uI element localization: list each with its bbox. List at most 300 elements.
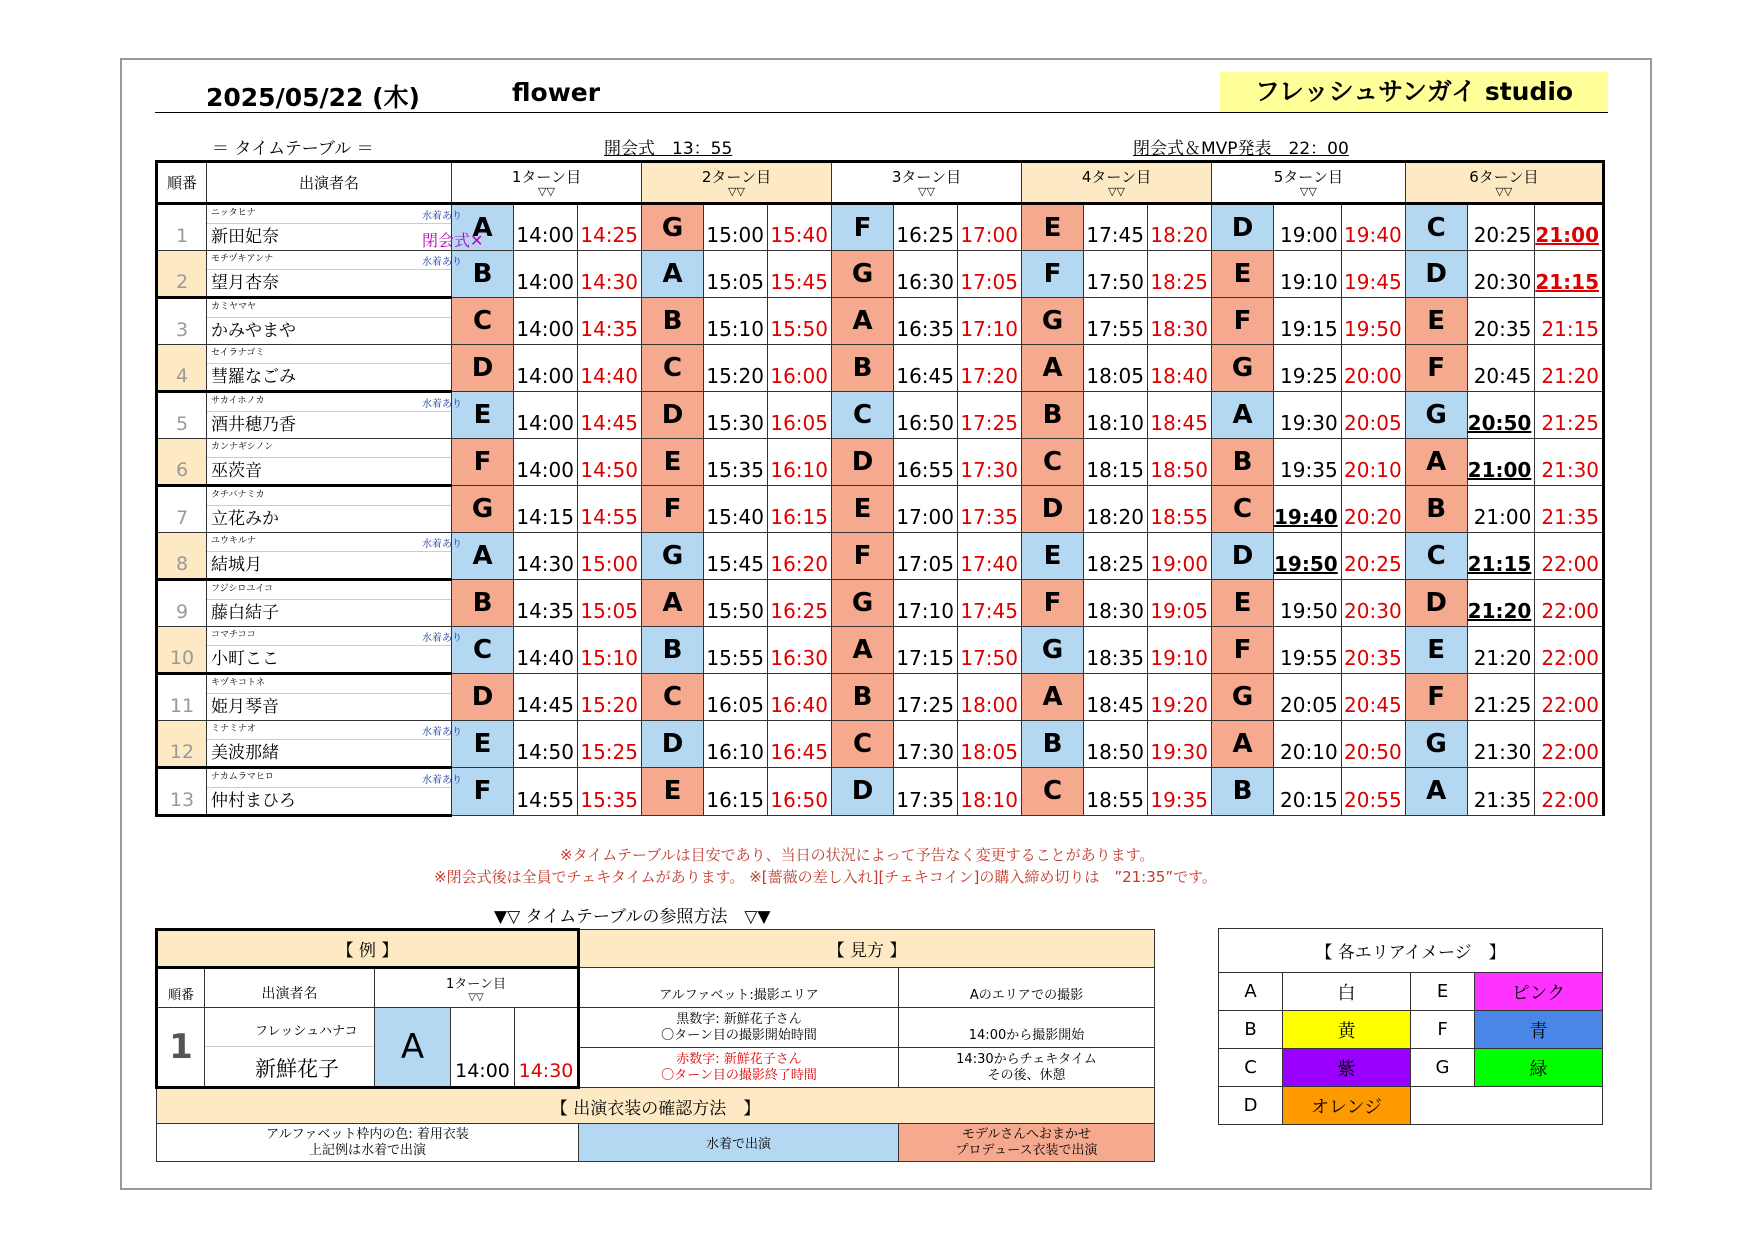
end-time: 19:45 [1341,251,1405,298]
row-seq: 6 [157,439,207,486]
start-time: 16:30 [894,251,958,298]
area-cell: A [832,298,894,345]
performer-name: 美波那緒 [211,743,279,763]
area-cell: A [1405,768,1467,816]
end-time: 19:30 [1148,721,1212,768]
example-start: 14:00 [451,1008,515,1088]
example-name: 新鮮花子 [255,1057,339,1081]
turn-arrows: ▽▽ [918,184,935,198]
end-time: 17:00 [958,204,1022,251]
end-time: 15:10 [578,627,642,674]
area-cell: E [1022,204,1084,251]
end-time: 18:05 [958,721,1022,768]
start-time: 16:50 [894,392,958,439]
performer-cell [207,721,462,768]
area-cell: F [642,486,704,533]
turn-arrows: ▽▽ [1495,184,1513,198]
row-seq: 1 [157,204,207,251]
area-cell: G [1212,674,1274,721]
performer-kana: サカイホノカ [207,393,451,412]
view-black-2: 〇ターン目の撮影開始時間 [661,1027,817,1043]
performer-cell [207,768,462,816]
area-cell: E [642,439,704,486]
area-cell: E [1405,298,1467,345]
end-time: 15:50 [768,298,832,345]
end-time: 14:25 [578,204,642,251]
start-time: 16:25 [894,204,958,251]
area-cell: D [1405,580,1467,627]
end-time: 20:25 [1341,533,1405,580]
start-time: 14:35 [514,580,578,627]
row-seq: 10 [157,627,207,674]
start-time: 19:30 [1274,392,1342,439]
area-cell: G [1212,345,1274,392]
end-time: 17:30 [958,439,1022,486]
start-time: 18:15 [1084,439,1148,486]
header-divider [155,112,1608,113]
area-cell: D [452,674,514,721]
area-cell: E [1212,580,1274,627]
start-time: 21:20 [1467,580,1535,627]
area-cell: D [832,768,894,816]
end-time: 20:50 [1341,721,1405,768]
end-time: 22:00 [1535,580,1604,627]
area-legend [1218,928,1603,1125]
costume-produce [899,1124,1155,1162]
start-time: 20:05 [1274,674,1342,721]
start-time: 19:15 [1274,298,1342,345]
start-time: 18:10 [1084,392,1148,439]
end-time: 21:15 [1535,251,1604,298]
start-time: 17:05 [894,533,958,580]
end-time: 19:00 [1148,533,1212,580]
start-time: 20:15 [1274,768,1342,816]
performer-kana: タチバナミカ [207,487,451,506]
area-cell: G [642,533,704,580]
performer-cell [207,392,462,439]
example-seq-header: 順番 [157,968,205,1008]
swimsuit-badge: 水着あり [422,399,462,410]
legend-key: D [1219,1087,1283,1125]
area-cell: C [1022,439,1084,486]
end-time: 20:20 [1341,486,1405,533]
legend-color: 白 [1283,973,1411,1011]
area-cell: D [1022,486,1084,533]
end-time: 15:00 [578,533,642,580]
start-time: 20:50 [1467,392,1535,439]
start-time: 14:45 [514,674,578,721]
area-cell: F [1405,345,1467,392]
view-title: 【 見方 】 [579,930,1155,968]
end-time: 17:05 [958,251,1022,298]
end-time: 16:40 [768,674,832,721]
start-time: 15:30 [704,392,768,439]
name-header: 出演者名 [207,162,452,204]
costume-produce-2: プロデュース衣装で出演 [955,1142,1098,1158]
costume-desc-2: 上記例は水着で出演 [308,1142,426,1158]
legend-key: A [1219,973,1283,1011]
start-time: 19:10 [1274,251,1342,298]
end-time: 14:30 [578,251,642,298]
row-seq: 8 [157,533,207,580]
turn-header-5 [1212,162,1406,204]
event-date: 2025/05/22 (木) [206,83,420,112]
performer-name: 巫茨音 [211,461,262,481]
view-red-1: 赤数字: 新鮮花子さん [676,1051,802,1067]
area-cell: C [1405,533,1467,580]
timetable-title: ＝ タイムテーブル ＝ [212,139,374,159]
end-time: 16:50 [768,768,832,816]
example-kana: フレッシュハナコ [205,1008,374,1047]
opening-time: 開会式 13：55 [604,139,733,159]
area-cell: C [1405,204,1467,251]
start-time: 21:20 [1467,627,1535,674]
area-cell: B [1022,721,1084,768]
end-time: 16:25 [768,580,832,627]
closing-absence-note: 閉会式✕ [422,231,484,250]
end-time: 22:00 [1535,627,1604,674]
end-time: 17:45 [958,580,1022,627]
legend-color: 青 [1475,1011,1603,1049]
start-time: 14:55 [514,768,578,816]
end-time: 17:35 [958,486,1022,533]
view-black-1: 黒数字: 新鮮花子さん [676,1011,802,1027]
performer-cell [207,533,462,580]
studio-name: フレッシュサンガイ studio [1220,72,1608,112]
start-time: 21:25 [1467,674,1535,721]
area-cell: G [1405,721,1467,768]
area-cell: C [452,298,514,345]
end-time: 19:20 [1148,674,1212,721]
view-end-1: 14:30からチェキタイム [956,1051,1097,1067]
end-time: 16:05 [768,392,832,439]
end-time: 19:05 [1148,580,1212,627]
example-area: A [375,1008,451,1088]
end-time: 17:40 [958,533,1022,580]
end-time: 14:55 [578,486,642,533]
area-cell: A [1022,674,1084,721]
end-time: 22:00 [1535,533,1604,580]
end-time: 22:00 [1535,721,1604,768]
end-time: 20:10 [1341,439,1405,486]
end-time: 15:45 [768,251,832,298]
end-time: 22:00 [1535,674,1604,721]
area-cell: F [832,204,894,251]
start-time: 15:00 [704,204,768,251]
performer-name: 酒井穂乃香 [211,415,296,435]
start-time: 18:35 [1084,627,1148,674]
turn-arrows: ▽▽ [728,184,745,198]
end-time: 15:35 [578,768,642,816]
performer-kana: セイラナゴミ [207,345,451,364]
start-time: 19:50 [1274,533,1342,580]
costume-swimsuit: 水着で出演 [579,1124,899,1162]
turn-label: 5ターン目 [1273,167,1343,186]
area-cell: B [642,298,704,345]
view-black [579,1008,899,1048]
area-cell: C [642,674,704,721]
area-cell: B [642,627,704,674]
costume-desc-1: アルファベット枠内の色: 着用衣装 [266,1126,469,1142]
start-time: 18:50 [1084,721,1148,768]
start-time: 15:55 [704,627,768,674]
start-time: 15:50 [704,580,768,627]
end-time: 16:00 [768,345,832,392]
note-line-2: ※閉会式後は全員でチェキタイムがあります。 ※[薔薇の差し入れ][チェキコイン]の購入締め切りは ”21:35”です。 [434,868,1217,886]
closing-time: 閉会式＆MVP発表 22：00 [1133,139,1349,159]
row-seq: 11 [157,674,207,721]
area-cell: F [832,533,894,580]
start-time: 16:55 [894,439,958,486]
area-cell: C [832,721,894,768]
row-seq: 13 [157,768,207,816]
row-seq: 9 [157,580,207,627]
area-cell: E [452,392,514,439]
area-cell: D [642,721,704,768]
performer-cell [207,251,462,298]
area-cell: F [1212,627,1274,674]
area-cell: D [452,345,514,392]
start-time: 17:50 [1084,251,1148,298]
end-time: 17:25 [958,392,1022,439]
turn-header-4 [1022,162,1212,204]
start-time: 19:25 [1274,345,1342,392]
start-time: 21:00 [1467,486,1535,533]
turn-header-3 [832,162,1022,204]
performer-kana: カミヤマヤ [207,299,451,318]
area-cell: A [642,251,704,298]
performer-cell [207,439,452,486]
end-time: 17:10 [958,298,1022,345]
performer-kana: モチヅキアンナ [207,251,451,270]
turn-header-2 [642,162,832,204]
area-cell: C [642,345,704,392]
area-cell: A [642,580,704,627]
start-time: 21:00 [1467,439,1535,486]
area-cell: A [452,533,514,580]
start-time: 18:20 [1084,486,1148,533]
end-time: 14:45 [578,392,642,439]
view-red [579,1048,899,1088]
start-time: 17:25 [894,674,958,721]
performer-cell [207,486,452,533]
start-time: 15:45 [704,533,768,580]
row-seq: 7 [157,486,207,533]
start-time: 14:00 [514,204,578,251]
end-time: 20:45 [1341,674,1405,721]
start-time: 18:05 [1084,345,1148,392]
area-cell: F [1405,674,1467,721]
start-time: 14:00 [514,345,578,392]
end-time: 18:10 [958,768,1022,816]
example-name-cell [205,1008,375,1088]
end-time: 21:35 [1535,486,1604,533]
start-time: 18:30 [1084,580,1148,627]
area-cell: G [1022,627,1084,674]
performer-name: 姫月琴音 [211,697,279,717]
legend-color: 緑 [1475,1049,1603,1087]
start-time: 16:45 [894,345,958,392]
area-cell: C [452,627,514,674]
start-time: 19:00 [1274,204,1342,251]
end-time: 15:25 [578,721,642,768]
turn-label: 3ターン目 [891,167,962,186]
swimsuit-badge: 水着あり [422,539,462,550]
area-cell: G [832,580,894,627]
view-end-2: その後、休憩 [987,1067,1066,1083]
legend-color: 黄 [1283,1011,1411,1049]
end-time: 21:20 [1535,345,1604,392]
legend-key: B [1219,1011,1283,1049]
end-time: 16:30 [768,627,832,674]
start-time: 14:40 [514,627,578,674]
area-cell: C [1022,768,1084,816]
end-time: 18:30 [1148,298,1212,345]
end-time: 18:00 [958,674,1022,721]
area-cell: B [1405,486,1467,533]
area-cell: D [1212,533,1274,580]
area-cell: C [1212,486,1274,533]
start-time: 14:00 [514,439,578,486]
end-time: 16:20 [768,533,832,580]
end-time: 21:30 [1535,439,1604,486]
end-time: 21:25 [1535,392,1604,439]
start-time: 17:45 [1084,204,1148,251]
performer-name: 仲村まひろ [211,791,296,811]
view-alpha: アルファベット:撮影エリア [579,968,899,1008]
area-cell: D [1405,251,1467,298]
area-cell: G [832,251,894,298]
costume-desc [157,1124,579,1162]
view-end [899,1048,1155,1088]
start-time: 21:30 [1467,721,1535,768]
area-cell: E [452,721,514,768]
example-name-header: 出演者名 [205,968,375,1008]
performer-name: 彗羅なごみ [211,367,296,387]
swimsuit-badge: 水着あり [422,775,462,786]
performer-name: 小町ここ [211,649,279,669]
end-time: 20:35 [1341,627,1405,674]
start-time: 17:15 [894,627,958,674]
end-time: 20:00 [1341,345,1405,392]
turn-label: 4ターン目 [1081,167,1152,186]
legend-key: G [1411,1049,1475,1087]
legend-color: 紫 [1283,1049,1411,1087]
end-time: 18:25 [1148,251,1212,298]
end-time: 20:55 [1341,768,1405,816]
performer-name: 結城月 [211,555,262,575]
start-time: 18:45 [1084,674,1148,721]
turn-label: 2ターン目 [701,167,772,186]
swimsuit-badge: 水着あり [422,257,462,268]
start-time: 20:35 [1467,298,1535,345]
reference-title: ▼▽ タイムテーブルの参照方法 ▽▼ [494,907,771,927]
costume-title: 【 出演衣装の確認方法 】 [157,1088,1155,1124]
timetable [155,160,1605,817]
start-time: 20:45 [1467,345,1535,392]
area-cell: B [832,345,894,392]
start-time: 14:30 [514,533,578,580]
end-time: 19:50 [1341,298,1405,345]
start-time: 15:20 [704,345,768,392]
performer-kana: ユウキルナ [207,533,451,552]
end-time: 20:05 [1341,392,1405,439]
area-cell: D [1212,204,1274,251]
end-time: 18:55 [1148,486,1212,533]
swimsuit-badge: 水着あり [422,727,462,738]
area-cell: G [1405,392,1467,439]
end-time: 18:45 [1148,392,1212,439]
start-time: 17:35 [894,768,958,816]
start-time: 14:15 [514,486,578,533]
area-cell: E [1022,533,1084,580]
end-time: 14:40 [578,345,642,392]
row-seq: 4 [157,345,207,392]
start-time: 15:05 [704,251,768,298]
area-cell: B [1212,439,1274,486]
area-cell: A [832,627,894,674]
legend-color: オレンジ [1283,1087,1411,1125]
start-time: 17:55 [1084,298,1148,345]
example-end: 14:30 [515,1008,579,1088]
start-time: 14:50 [514,721,578,768]
area-cell: A [1022,345,1084,392]
legend-key: C [1219,1049,1283,1087]
area-cell: A [1212,392,1274,439]
area-cell: D [642,392,704,439]
performer-cell [207,345,452,392]
example-seq: 1 [157,1008,205,1088]
start-time: 18:25 [1084,533,1148,580]
row-seq: 2 [157,251,207,298]
view-red-2: 〇ターン目の撮影終了時間 [661,1067,817,1083]
example-turn-header [375,968,579,1008]
end-time: 19:35 [1148,768,1212,816]
end-time: 18:20 [1148,204,1212,251]
note-line-1: ※タイムテーブルは目安であり、当日の状況によって予告なく変更することがあります。 [560,846,1155,864]
performer-name: 藤白結子 [211,603,279,623]
start-time: 14:00 [514,298,578,345]
area-cell: F [1022,580,1084,627]
performer-name: 立花みか [211,509,279,529]
area-cell: B [1212,768,1274,816]
start-time: 16:15 [704,768,768,816]
area-cell: E [1212,251,1274,298]
start-time: 19:40 [1274,486,1342,533]
start-time: 20:10 [1274,721,1342,768]
end-time: 16:15 [768,486,832,533]
area-cell: D [832,439,894,486]
area-cell: G [642,204,704,251]
performer-kana: キヅキコトネ [207,675,451,694]
area-cell: A [1405,439,1467,486]
costume-produce-1: モデルさんへおまかせ [961,1126,1092,1142]
end-time: 17:50 [958,627,1022,674]
performer-kana: カンナギシノン [207,439,451,458]
legend-color: ピンク [1475,973,1603,1011]
start-time: 14:00 [514,392,578,439]
example-title: 【 例 】 [157,930,579,968]
performer-kana: ミナミナオ [207,721,451,740]
area-cell: E [832,486,894,533]
performer-kana: フジシロユイコ [207,581,451,600]
start-time: 19:55 [1274,627,1342,674]
end-time: 19:10 [1148,627,1212,674]
turn-arrows: ▽▽ [1299,184,1317,198]
area-cell: B [452,580,514,627]
legend-key: F [1411,1011,1475,1049]
performer-cell [207,580,452,627]
